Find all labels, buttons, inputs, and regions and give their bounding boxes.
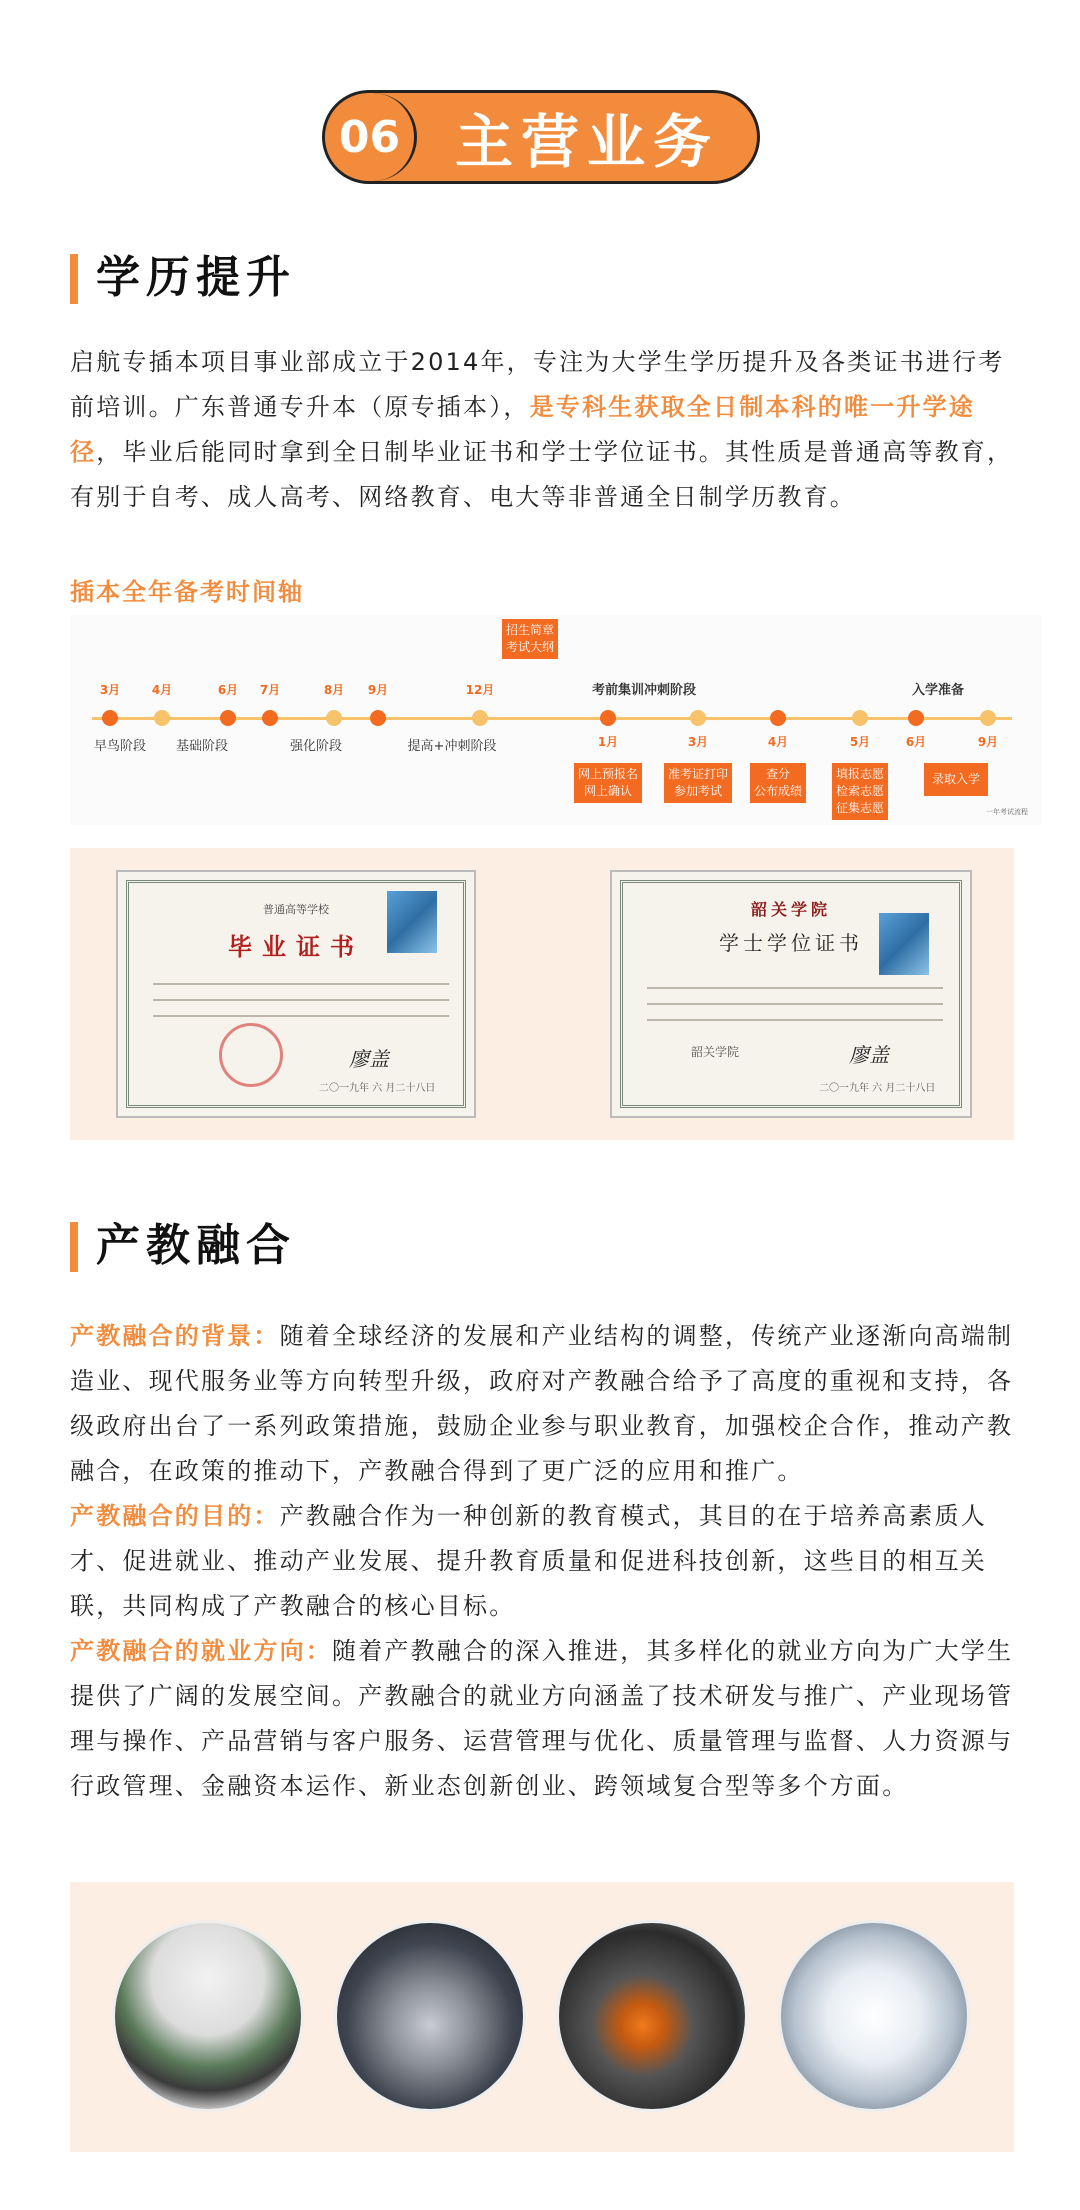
timeline-dot-bottom (690, 710, 706, 726)
cert-left-date: 二〇一九年 六 月二十八日 (319, 1083, 436, 1094)
graduation-certificate (116, 870, 476, 1118)
timeline-box-brochure: 招生简章 考试大纲 (502, 619, 558, 659)
timeline-month-top: 8月 (323, 683, 345, 697)
integration-paragraph-3 (70, 1629, 1014, 1809)
timeline-box-admission: 录取入学 (924, 763, 988, 796)
section-number: 06 (325, 93, 417, 181)
car-assembly-photo (334, 1920, 526, 2112)
cert-right-sub: 韶关学院 (691, 1045, 740, 1059)
timeline-dot-top (326, 710, 342, 726)
cert-right-title: 学士学位证书 (719, 931, 863, 955)
timeline-dot-top (102, 710, 118, 726)
education-text-1: 启航专插本项目事业部成立于2014年，专注为大学生学历提升及各类证书进行考前培训。广东普通专升本（原专插本）， (70, 348, 1005, 421)
phase-final-training: 考前集训冲刺阶段 (591, 683, 697, 698)
integration-paragraph-2 (70, 1494, 1014, 1629)
prep-timeline (70, 615, 1042, 825)
timeline-dot-bottom (908, 710, 924, 726)
timeline-box-register: 网上预报名 网上确认 (574, 763, 642, 803)
car-chassis-photo (556, 1920, 748, 2112)
cert-right-photo (879, 913, 929, 975)
timeline-box-application: 填报志愿 检索志愿 征集志愿 (832, 763, 888, 820)
cert-left-signature: 廖盖 (349, 1047, 389, 1071)
integration-label-career: 产教融合的就业方向： (70, 1637, 332, 1665)
integration-text-purpose: 产教融合作为一种创新的教育模式，其目的在于培养高素质人才、促进就业、推动产业发展、提升教育质量和促进科技创新，这些目的相互关联，共同构成了产教融合的核心目标。 (70, 1502, 988, 1620)
timeline-month-bottom: 5月 (849, 735, 871, 749)
integration-label-purpose: 产教融合的目的： (70, 1502, 280, 1530)
timeline-dot-top (154, 710, 170, 726)
timeline-box-scores: 查分 公布成绩 (750, 763, 806, 803)
cert-right-school: 韶关学院 (750, 900, 831, 919)
timeline-dot-bottom (600, 710, 616, 726)
timeline-dot-top (472, 710, 488, 726)
degree-certificate (610, 870, 972, 1118)
industry-photos (70, 1882, 1014, 2152)
education-heading: 学历提升 (70, 250, 296, 306)
phase-intensify: 强化阶段 (289, 739, 343, 754)
timeline-dot-bottom (980, 710, 996, 726)
car-model-photo (778, 1920, 970, 2112)
education-highlight: 是专科生获取全日制本科的唯一升学途径 (70, 393, 976, 466)
phase-early: 早鸟阶段 (93, 739, 147, 754)
timeline-month-bottom: 4月 (767, 735, 789, 749)
timeline-month-top: 6月 (217, 683, 239, 697)
education-paragraph (70, 340, 1014, 520)
timeline-month-top: 9月 (367, 683, 389, 697)
timeline-month-top: 12月 (465, 683, 495, 697)
integration-heading: 产教融合 (70, 1218, 296, 1274)
car-showroom-photo (112, 1920, 304, 2112)
timeline-month-top: 4月 (151, 683, 173, 697)
timeline-dot-top (370, 710, 386, 726)
cert-left-photo (387, 891, 437, 953)
certificate-panel (70, 848, 1014, 1140)
education-text-2: ，毕业后能同时拿到全日制毕业证书和学士学位证书。其性质是普通高等教育，有别于自考、成人高考、网络教育、电大等非普通全日制学历教育。 (70, 438, 1014, 511)
cert-left-seal (219, 1023, 283, 1087)
timeline-month-top: 3月 (99, 683, 121, 697)
integration-paragraph-1 (70, 1314, 1014, 1494)
cert-left-school: 普通高等学校 (263, 903, 329, 916)
timeline-note: 一年考试流程 (986, 808, 1028, 816)
integration-text-career: 随着产教融合的深入推进，其多样化的就业方向为广大学生提供了广阔的发展空间。产教融合的就业方向涵盖了技术研发与推广、产业现场管理与操作、产品营销与客户服务、运营管理与优化、质量管理与监督、人力资源与行政管理、金融资本运作、新业态创新创业、跨领域复合型等多个方面。 (70, 1637, 1014, 1800)
phase-basic: 基础阶段 (175, 739, 229, 754)
timeline-month-bottom: 1月 (597, 735, 619, 749)
cert-left-title: 毕业证书 (228, 932, 364, 961)
cert-right-signature: 廖盖 (849, 1043, 889, 1067)
timeline-month-bottom: 3月 (687, 735, 709, 749)
timeline-box-exam: 准考证打印 参加考试 (664, 763, 732, 803)
timeline-month-bottom: 9月 (977, 735, 999, 749)
section-badge (322, 90, 760, 184)
section-title: 主营业务 (454, 108, 719, 176)
phase-enrollment: 入学准备 (911, 683, 965, 698)
timeline-dot-bottom (770, 710, 786, 726)
timeline-month-bottom: 6月 (905, 735, 927, 749)
cert-right-date: 二〇一九年 六 月二十八日 (819, 1083, 936, 1094)
integration-text-background: 随着全球经济的发展和产业结构的调整，传统产业逐渐向高端制造业、现代服务业等方向转型升级，政府对产教融合给予了高度的重视和支持，各级政府出台了一系列政策措施，鼓励企业参与职业教育，加强校企合作，推动产教融合，在政策的推动下，产教融合得到了更广泛的应用和推广。 (70, 1322, 1014, 1485)
timeline-dot-top (262, 710, 278, 726)
integration-label-background: 产教融合的背景： (70, 1322, 280, 1350)
phase-sprint: 提高+冲刺阶段 (407, 739, 497, 754)
timeline-title: 插本全年备考时间轴 (70, 578, 304, 606)
timeline-dot-bottom (852, 710, 868, 726)
timeline-month-top: 7月 (259, 683, 281, 697)
timeline-dot-top (220, 710, 236, 726)
